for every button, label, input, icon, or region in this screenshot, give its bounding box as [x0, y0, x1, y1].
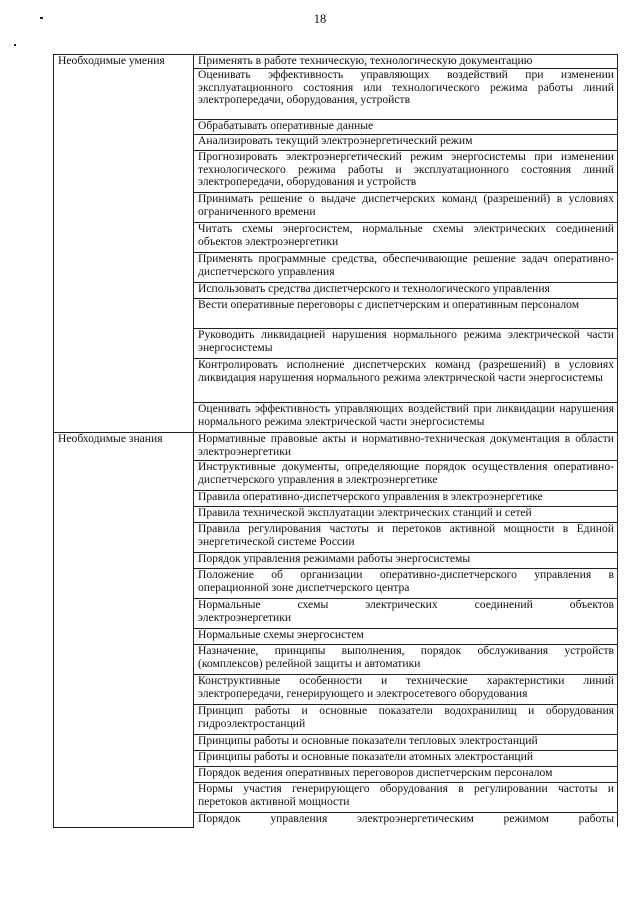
skill-item: Использовать средства диспетчерского и технологического управления: [194, 283, 618, 299]
skill-item: Обрабатывать оперативные данные: [194, 120, 618, 135]
knowledge-item: Принципы работы и основные показатели тепловых электростанций: [194, 735, 618, 751]
knowledge-item: Нормальные схемы электрических соединений объектов электроэнергетики: [194, 599, 618, 629]
knowledge-item: Правила оперативно-диспетчерского управления в электроэнергетике: [194, 491, 618, 507]
skills-label: Необходимые умения: [54, 55, 194, 433]
knowledge-item: Положение об организации оперативно-диспетчерского управления в операционной зоне диспетчерского центра: [194, 569, 618, 599]
knowledge-item: Инструктивные документы, определяющие порядок осуществления оперативно-диспетчерского управления в электроэнергетике: [194, 461, 618, 491]
knowledge-item: Принцип работы и основные показатели водохранилищ и оборудования гидроэлектростанций: [194, 705, 618, 735]
knowledge-item: Правила регулирования частоты и перетоков активной мощности в Единой энергетической системе России: [194, 523, 618, 553]
knowledge-section: [54, 433, 618, 828]
skill-item: Оценивать эффективность управляющих воздействий при изменении эксплуатационного состояния или технологического режима работы линий электропередачи, оборудования, устройств: [194, 69, 618, 120]
knowledge-item: Порядок управления режимами работы энергосистемы: [194, 553, 618, 569]
skill-item: Анализировать текущий электроэнергетический режим: [194, 135, 618, 151]
knowledge-item: Порядок ведения оперативных переговоров диспетчерским персоналом: [194, 767, 618, 783]
scan-mark-left: [14, 44, 16, 46]
table-row: [54, 433, 618, 461]
knowledge-item: Назначение, принципы выполнения, порядок обслуживания устройств (комплексов) релейной защиты и автоматики: [194, 645, 618, 675]
knowledge-item: Конструктивные особенности и технические характеристики линий электропередачи, генерирующего и электросетевого оборудования: [194, 675, 618, 705]
skill-item: Руководить ликвидацией нарушения нормального режима электрической части энергосистемы: [194, 329, 618, 359]
skill-item: Принимать решение о выдаче диспетчерских команд (разрешений) в условиях ограниченного времени: [194, 193, 618, 223]
knowledge-item: Нормы участия генерирующего оборудования в регулировании частоты и перетоков активной мощности: [194, 783, 618, 813]
skill-item: Применять в работе техническую, технологическую документацию: [194, 55, 618, 69]
skill-item: Вести оперативные переговоры с диспетчерским и оперативным персоналом: [194, 299, 618, 329]
skill-item: Прогнозировать электроэнергетический режим энергосистемы при изменении технологического режима работы и эксплуатационного состояния линий электропередачи, оборудования и устройств: [194, 151, 618, 193]
page-number: 18: [313, 12, 327, 26]
skill-item: Применять программные средства, обеспечивающие решение задач оперативно-диспетчерского управления: [194, 253, 618, 283]
knowledge-item: Нормальные схемы энергосистем: [194, 629, 618, 645]
table-row: [54, 55, 618, 69]
knowledge-label: Необходимые знания: [54, 433, 194, 828]
skills-section: [54, 55, 618, 433]
skill-item: Контролировать исполнение диспетчерских команд (разрешений) в условиях ликвидация нарушения нормального режима электрической части энергосистемы: [194, 359, 618, 403]
skill-item: Оценивать эффективность управляющих воздействий при ликвидации нарушения нормального режима электрической части энергосистемы: [194, 403, 618, 433]
knowledge-item: Правила технической эксплуатации электрических станций и сетей: [194, 507, 618, 523]
knowledge-item: Нормативные правовые акты и нормативно-техническая документация в области электроэнергетики: [194, 433, 618, 461]
knowledge-item: Порядок управления электроэнергетическим режимом работы: [194, 813, 618, 828]
requirements-table: [53, 54, 618, 828]
knowledge-item: Принципы работы и основные показатели атомных электростанций: [194, 751, 618, 767]
skill-item: Читать схемы энергосистем, нормальные схемы электрических соединений объектов электроэнергетики: [194, 223, 618, 253]
